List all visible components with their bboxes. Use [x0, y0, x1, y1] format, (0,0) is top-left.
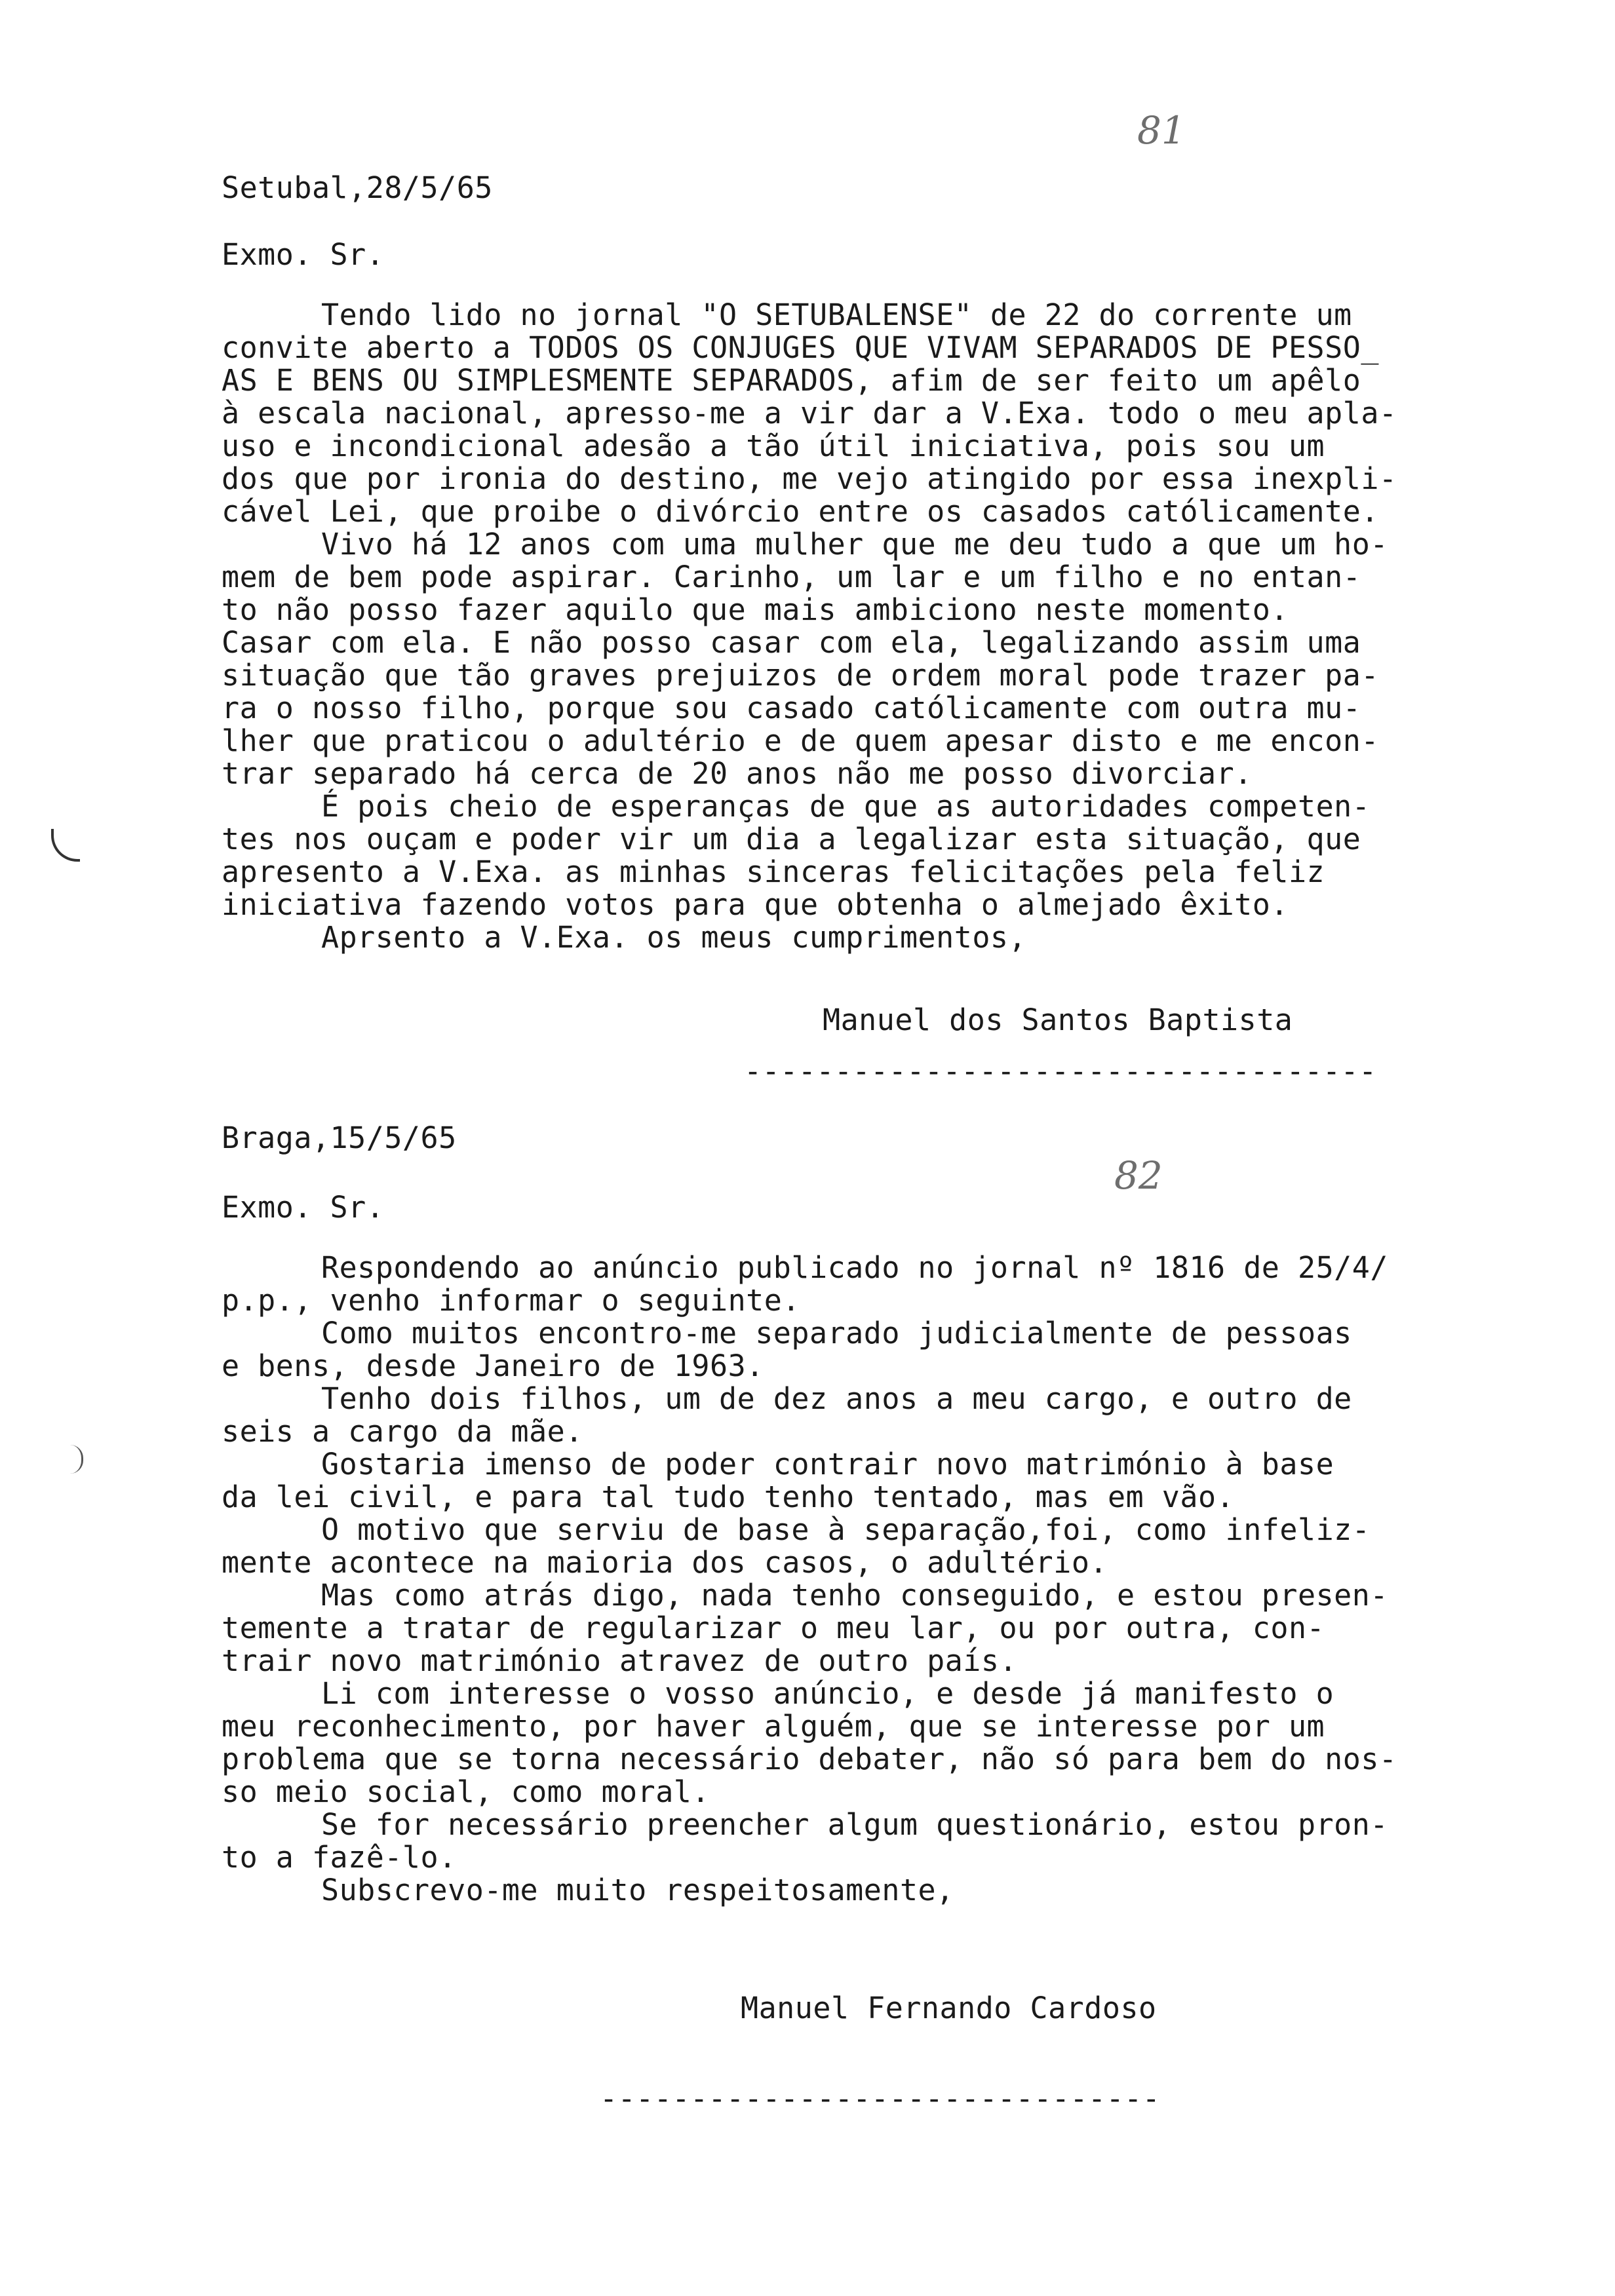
letter2-line: Como muitos encontro-me separado judicialmente de pessoas	[321, 1316, 1352, 1350]
letter2-line: Mas como atrás digo, nada tenho conseguido, e estou presen-	[321, 1578, 1388, 1613]
letter2-line: problema que se torna necessário debater, não só para bem do nos-	[222, 1742, 1397, 1776]
letter1-line: mem de bem pode aspirar. Carinho, um lar e um filho e no entan-	[222, 560, 1361, 594]
letter2-signature: Manuel Fernando Cardoso	[741, 1991, 1157, 2025]
letter2-line: Li com interesse o vosso anúncio, e desde já manifesto o	[321, 1676, 1334, 1711]
letter1-line: cável Lei, que proibe o divórcio entre os casados católicamente.	[222, 494, 1379, 529]
letter2-line: Subscrevo-me muito respeitosamente,	[321, 1873, 954, 1907]
letter1-salutation: Exmo. Sr.	[222, 237, 385, 272]
letter2-line: Se for necessário preencher algum questionário, estou pron-	[321, 1807, 1388, 1842]
letter1-line: Vivo há 12 anos com uma mulher que me deu tudo a que um ho-	[321, 527, 1388, 562]
letter2-line: Tenho dois filhos, um de dez anos a meu cargo, e outro de	[321, 1381, 1352, 1416]
letter2-line: mente acontece na maioria dos casos, o adultério.	[222, 1545, 1108, 1580]
letter1-line: Tendo lido no jornal "O SETUBALENSE" de 22 do corrente um	[321, 297, 1352, 332]
letter1-separator-rule: -----------------------------------	[744, 1054, 1377, 1088]
letter1-line: AS E BENS OU SIMPLESMENTE SEPARADOS, afim de ser feito um apêlo	[222, 363, 1361, 398]
letter1-line: trar separado há cerca de 20 anos não me posso divorciar.	[222, 756, 1253, 791]
letter2-separator-rule: -------------------------------	[600, 2081, 1161, 2116]
margin-mark	[63, 1445, 83, 1474]
letter2-line: meu reconhecimento, por haver alguém, que se interesse por um	[222, 1709, 1325, 1744]
letter1-line: situação que tão graves prejuizos de ordem moral pode trazer pa-	[222, 658, 1379, 693]
letter2-line: Gostaria imenso de poder contrair novo matrimónio à base	[321, 1447, 1334, 1482]
letter2-date: Braga,15/5/65	[222, 1120, 457, 1155]
letter1-line: lher que praticou o adultério e de quem apesar disto e me encon-	[222, 723, 1379, 758]
letter2-line: to a fazê-lo.	[222, 1840, 457, 1875]
letter1-line: convite aberto a TODOS OS CONJUGES QUE VIVAM SEPARADOS DE PESSO_	[222, 330, 1379, 365]
margin-bracket-mark	[51, 829, 80, 862]
letter1-line: tes nos ouçam e poder vir um dia a legalizar esta situação, que	[222, 822, 1361, 856]
letter2-line: so meio social, como moral.	[222, 1774, 710, 1809]
letter1-line: ra o nosso filho, porque sou casado católicamente com outra mu-	[222, 691, 1361, 725]
letter1-line: Casar com ela. E não posso casar com ela, legalizando assim uma	[222, 625, 1361, 660]
letter2-line: e bens, desde Janeiro de 1963.	[222, 1349, 764, 1383]
letter1-line: uso e incondicional adesão a tão útil iniciativa, pois sou um	[222, 429, 1325, 463]
letter2-line: Respondendo ao anúncio publicado no jornal nº 1816 de 25/4/	[321, 1250, 1388, 1285]
letter1-date: Setubal,28/5/65	[222, 170, 493, 205]
letter2-line: temente a tratar de regularizar o meu lar, ou por outra, con-	[222, 1611, 1325, 1645]
letter2-line: trair novo matrimónio atravez de outro país.	[222, 1643, 1018, 1678]
letter2-line: O motivo que serviu de base à separação,foi, como infeliz-	[321, 1512, 1371, 1547]
letter2-line: seis a cargo da mãe.	[222, 1414, 583, 1449]
letter1-line: à escala nacional, apresso-me a vir dar a V.Exa. todo o meu apla-	[222, 396, 1397, 430]
letter1-line: É pois cheio de esperanças de que as autoridades competen-	[321, 789, 1371, 824]
page-number-stamp-81: 81	[1137, 108, 1186, 153]
letter2-salutation: Exmo. Sr.	[222, 1190, 385, 1225]
page-number-stamp-82: 82	[1114, 1153, 1163, 1198]
letter1-signature: Manuel dos Santos Baptista	[823, 1003, 1293, 1037]
letter1-line: iniciativa fazendo votos para que obtenha o almejado êxito.	[222, 887, 1289, 922]
letter2-line: da lei civil, e para tal tudo tenho tentado, mas em vão.	[222, 1480, 1235, 1514]
letter1-line: Aprsento a V.Exa. os meus cumprimentos,	[321, 920, 1027, 955]
letter2-line: p.p., venho informar o seguinte.	[222, 1283, 800, 1318]
letter1-line: dos que por ironia do destino, me vejo atingido por essa inexpli-	[222, 461, 1397, 496]
letter1-line: apresento a V.Exa. as minhas sinceras felicitações pela feliz	[222, 854, 1325, 889]
letter1-line: to não posso fazer aquilo que mais ambiciono neste momento.	[222, 592, 1289, 627]
